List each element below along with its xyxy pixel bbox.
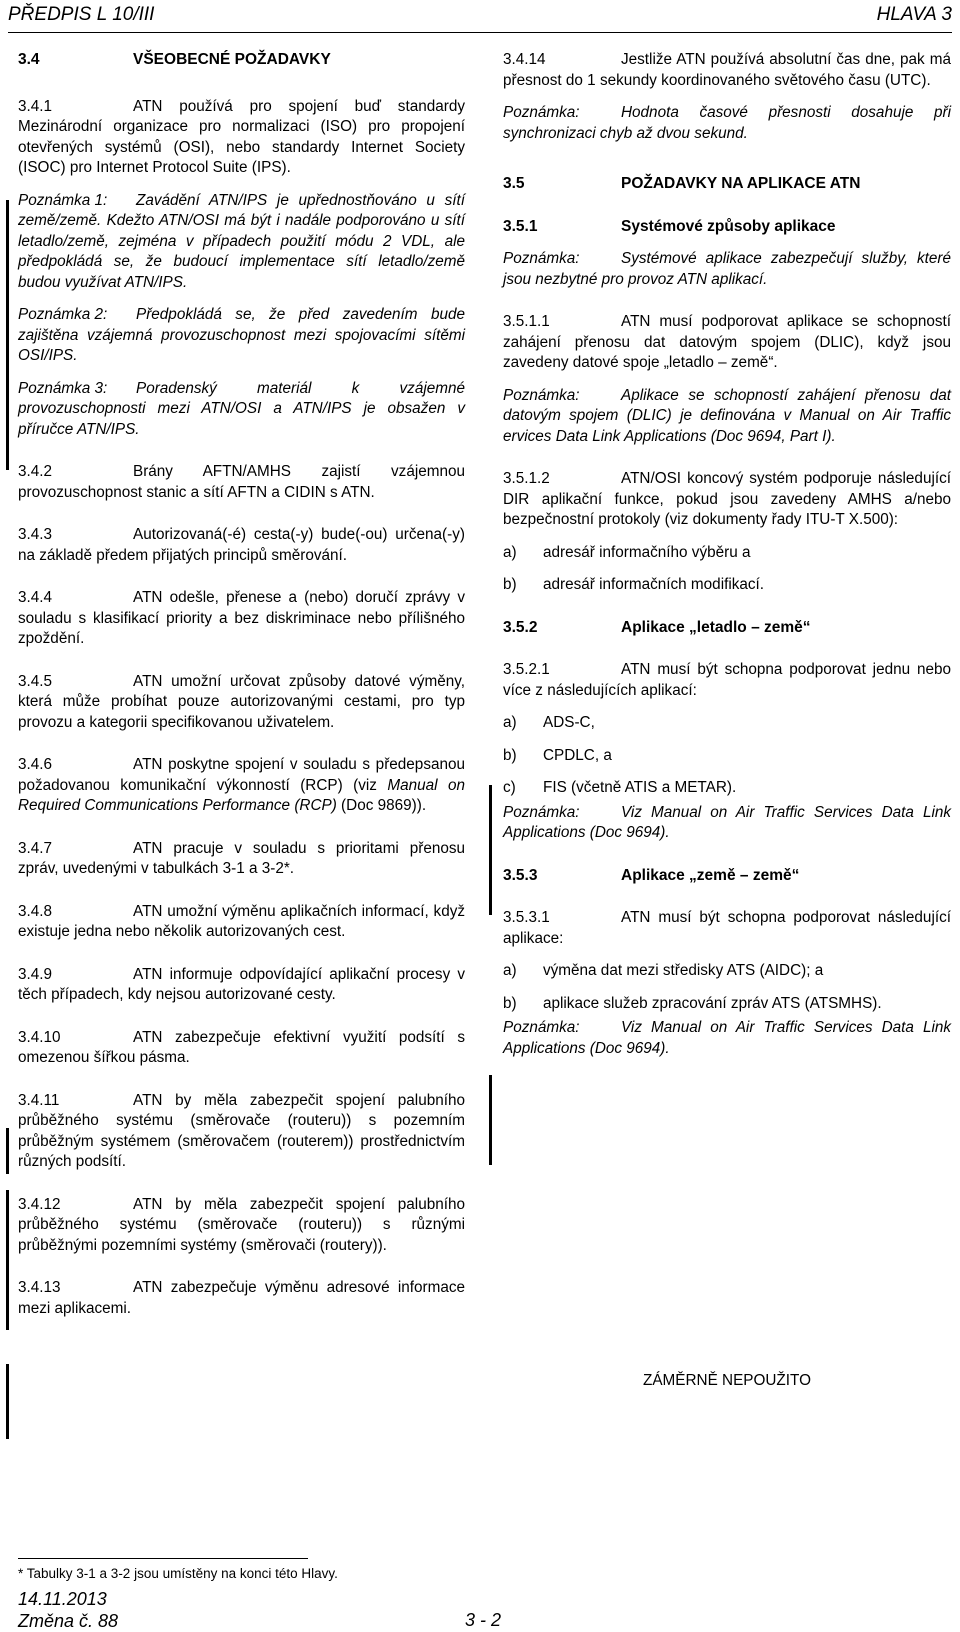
paragraph-3-4-9: 3.4.9 ATN informuje odpovídající aplikační procesy v těch případech, kdy nejsou autorizované cesty. (18, 965, 465, 1003)
section-heading-3-5: 3.5 POŽADAVKY NA APLIKACE ATN (503, 175, 861, 192)
paragraph-3-4-6: 3.4.6 ATN poskytne spojení v souladu s předepsanou požadovanou komunikační výkonností (RCP) (viz Manual on Required Communications Performance (RCP) (Doc 9869)). (18, 756, 466, 814)
paragraph-3-4-4: 3.4.4 ATN odešle, přenese a (nebo) doručí zprávy v souladu s klasifikací priority a bez diskriminace nebo přílišného zpoždění. (18, 589, 465, 647)
note-3-4-14: Poznámka: Hodnota časové přesnosti dosahuje při synchronizaci chyb až dvou sekund. (503, 104, 951, 142)
note-3-5-2-1: Poznámka: Viz Manual on Air Traffic Services Data Link Applications (Doc 9694). (503, 803, 951, 841)
paragraph-3-4-5: 3.4.5 ATN umožní určovat způsoby datové výměny, která může probíhat pouze autorizovanými cestami, pro typ provozu a kategorii specifikovanou uživatelem. (18, 672, 465, 731)
footer-amendment: Změna č. 88 (18, 1611, 119, 1631)
paragraph-3-4-11: 3.4.11 ATN by měla zabezpečit spojení palubního průběžného systému (směrovače (routeru)) s pozemním průběžným systémem (směrovačem (routerem)) prostřednictvím různých podsítí. (18, 1091, 465, 1170)
note-3-5-1: Poznámka: Systémové aplikace zabezpečují služby, které jsou nezbytné pro provoz ATN aplikací. (503, 250, 951, 288)
footnote: * Tabulky 3-1 a 3-2 jsou umístěny na konci této Hlavy. (18, 1566, 338, 1581)
paragraph-3-5-1-2: 3.5.1.2 ATN/OSI koncový systém podporuje následující DIR aplikační funkce, pokud jsou zavedeny AMHS a/nebo bezpečnostní protokoly (viz dokumenty řady ITU-T X.500): (503, 470, 951, 528)
note-3-5-3-1: Poznámka: Viz Manual on Air Traffic Services Data Link Applications (Doc 9694). (503, 1019, 951, 1057)
paragraph-3-4-13: 3.4.13 ATN zabezpečuje výměnu adresové informace mezi aplikacemi. (18, 1279, 465, 1317)
paragraph-3-4-8: 3.4.8 ATN umožní výměnu aplikačních informací, když existuje jedna nebo několik autorizovaných cest. (18, 902, 465, 940)
change-bar (489, 1075, 492, 1165)
note-3: Poznámka 3: Poradenský materiál k vzájemné provozuschopnosti mezi ATN/OSI a ATN/IPS je obsažen v příručce ATN/IPS. (18, 379, 465, 438)
note-1: Poznámka 1: Zavádění ATN/IPS je upřednostňováno u sítí země/země. Kdežto ATN/OSI má být i nadále podporováno u sítí letadlo/země, zejména v případech použití módu 2 VDL, ale předpokládá se, že budoucí implementace sítí letadlo/země budou využívat ATN/IPS. (18, 191, 465, 291)
paragraph-3-4-14: 3.4.14 Jestliže ATN používá absolutní čas dne, pak má přesnost do 1 sekundy koordinovaného světového času (UTC). (503, 51, 951, 89)
list-item: b) adresář informačních modifikací. (503, 576, 765, 593)
change-bar (6, 1364, 9, 1439)
footer-date: 14.11.2013 (18, 1589, 107, 1609)
right-column (503, 50, 951, 1071)
change-bar (6, 1128, 9, 1174)
note-3-5-1-1: Poznámka: Aplikace se schopností zahájení přenosu dat datovým spojem (DLIC) je definována v Manual on Air Traffic ervices Data Link Applications (Doc 9694, Part I). (503, 386, 951, 445)
paragraph-3-4-3: 3.4.3 Autorizovaná(-é) cesta(-y) bude(-ou) určena(-y) na základě předem přijatých principů směrování. (18, 526, 465, 564)
page-footer (18, 1588, 118, 1632)
change-bar (6, 200, 9, 470)
header-doc-id: PŘEDPIS L 10/III (8, 4, 155, 25)
list-item: a) výměna dat mezi středisky ATS (AIDC); a (503, 962, 824, 979)
page-header (8, 4, 952, 33)
note-2: Poznámka 2: Předpokládá se, že před zavedením bude zajištěna vzájemná provozuschopnost mezi spojovacími sítěmi OSI/IPS. (18, 306, 465, 364)
list-item: c) FIS (včetně ATIS a METAR). (503, 779, 737, 796)
header-chapter: HLAVA 3 (876, 4, 952, 25)
paragraph-3-4-12: 3.4.12 ATN by měla zabezpečit spojení palubního průběžného systému (směrovače (routeru)) s různými průběžnými pozemními systémy (směrovači (routery)). (18, 1195, 465, 1254)
list-item: a) ADS-C, (503, 714, 595, 731)
reserved-notice: ZÁMĚRNĚ NEPOUŽITO (643, 1372, 811, 1389)
subsection-heading-3-5-2: 3.5.2 Aplikace „letadlo – země“ (503, 618, 811, 636)
list-item: b) aplikace služeb zpracování zpráv ATS (ATSMHS). (503, 994, 882, 1012)
paragraph-3-4-2: 3.4.2 Brány AFTN/AMHS zajistí vzájemnou provozuschopnost stanic a sítí AFTN a CIDIN s ATN. (18, 463, 465, 501)
paragraph-3-4-7: 3.4.7 ATN pracuje v souladu s prioritami přenosu zpráv, uvedenými v tabulkách 3-1 a 3-2*. (18, 839, 465, 877)
paragraph-3-5-2-1: 3.5.2.1 ATN musí být schopna podporovat jednu nebo více z následujících aplikací: (503, 661, 951, 699)
paragraph-3-4-10: 3.4.10 ATN zabezpečuje efektivní využití podsítí s omezenou šířkou pásma. (18, 1028, 465, 1066)
paragraph-3-4-1: 3.4.1 ATN používá pro spojení buď standardy Mezinárodní organizace pro normalizaci (ISO) pro propojení otevřených systémů (OSI), nebo standardy Internet Society (ISOC) pro Internet Protocol Suite (IPS). (18, 97, 465, 176)
change-bar (6, 1190, 9, 1330)
page-number: 3 - 2 (465, 1610, 502, 1630)
list-item: b) CPDLC, a (503, 746, 612, 764)
footnote-separator (18, 1558, 308, 1559)
paragraph-3-5-1-1: 3.5.1.1 ATN musí podporovat aplikace se schopností zahájení přenosu dat datovým spojem (DLIC), když jsou zavedeny datové spoje „letadlo – země“. (503, 313, 951, 371)
section-heading: 3.4 VŠEOBECNÉ POŽADAVKY (18, 51, 331, 68)
subsection-heading-3-5-3: 3.5.3 Aplikace „země – země“ (503, 866, 800, 884)
change-bar (489, 785, 492, 915)
list-item: a) adresář informačního výběru a (503, 543, 751, 561)
subsection-heading-3-5-1: 3.5.1 Systémové způsoby aplikace (503, 217, 836, 235)
paragraph-3-5-3-1: 3.5.3.1 ATN musí být schopna podporovat následující aplikace: (503, 909, 951, 947)
left-column (18, 50, 465, 1331)
